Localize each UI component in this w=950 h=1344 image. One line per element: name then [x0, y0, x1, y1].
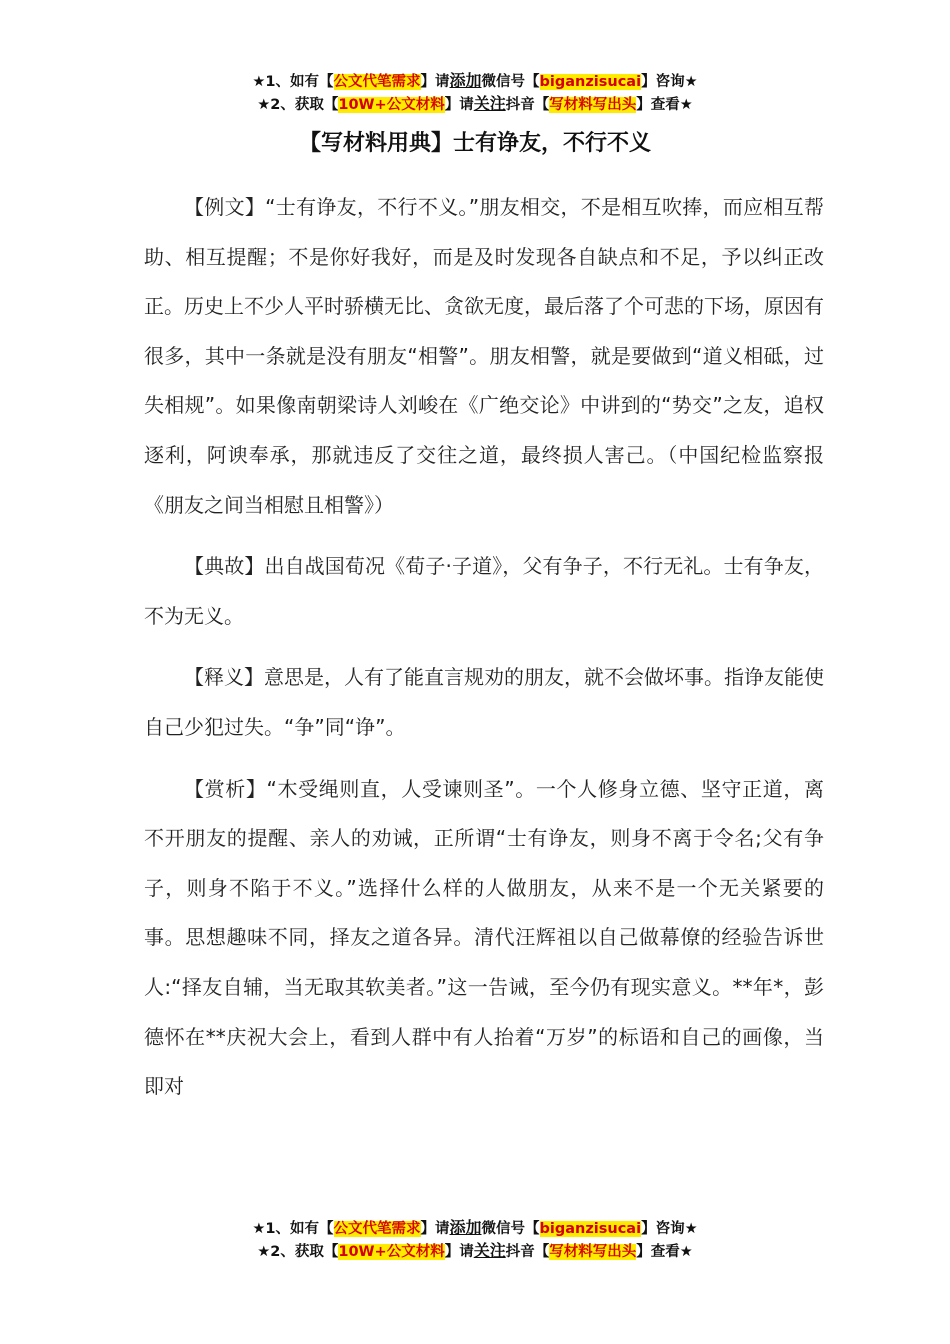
banner-text: 抖音【 — [505, 97, 550, 113]
banner-highlight: 公文代笔需求 — [333, 1221, 421, 1237]
banner-text: 】咨询★ — [641, 1221, 698, 1237]
banner-text: ★2、获取【 — [257, 1244, 339, 1260]
banner-text: 】查看★ — [636, 97, 693, 113]
header-banner-line-1 — [0, 70, 950, 93]
banner-highlight-wechat: biganzisucai — [539, 1221, 642, 1237]
paragraph-allusion: 【典故】出自战国荀况《荀子·子道》，父有争子，不行无礼。士有争友，不为无义。 — [144, 554, 824, 628]
banner-highlight: 公文代笔需求 — [333, 74, 421, 90]
banner-text: 】请 — [420, 1221, 450, 1237]
paragraph-definition: 【释义】意思是，人有了能直言规劝的朋友，就不会做坏事。指诤友能使自己少犯过失。“争”同“诤”。 — [144, 665, 824, 739]
banner-text: 】查看★ — [636, 1244, 693, 1260]
footer-banner-line-1 — [0, 1217, 950, 1240]
header-banner — [0, 70, 950, 116]
banner-highlight-douyin: 写材料写出头 — [549, 1244, 637, 1260]
banner-text: ★2、获取【 — [257, 97, 339, 113]
banner-underline: 关注 — [473, 1241, 506, 1260]
document-title: 【写材料用典】士有诤友，不行不义 — [298, 131, 651, 156]
footer-banner — [0, 1217, 950, 1263]
banner-text: 】请 — [444, 97, 474, 113]
banner-text: 抖音【 — [505, 1244, 550, 1260]
banner-text: ★1、如有【 — [252, 1221, 334, 1237]
banner-underline: 添加 — [449, 1218, 482, 1237]
paragraph-example: 【例文】“士有诤友，不行不义。”朋友相交，不是相互吹捧，而应相互帮助、相互提醒；不是你好我好，而是及时发现各自缺点和不足，予以纠正改正。历史上不少人平时骄横无比、贪欲无度，最后落了个可悲的下场，原因有很多，其中一条就是没有朋友“相警”。朋友相警，就是要做到“道义相砥，过失相规”。如果像南朝梁诗人刘峻在《广绝交论》中讲到的“势交”之友，追权逐利，阿谀奉承，那就违反了交往之道，最终损人害己。（中国纪检监察报《朋友之间当相慰且相警》） — [144, 195, 824, 517]
banner-underline: 添加 — [449, 71, 482, 90]
banner-text: 微信号【 — [481, 74, 540, 90]
header-banner-line-2 — [0, 93, 950, 116]
banner-text: ★1、如有【 — [252, 74, 334, 90]
footer-banner-line-2 — [0, 1240, 950, 1263]
banner-highlight-douyin: 写材料写出头 — [549, 97, 637, 113]
banner-text: 】请 — [420, 74, 450, 90]
banner-text: 】请 — [444, 1244, 474, 1260]
banner-highlight: 10W+公文材料 — [338, 1244, 445, 1260]
document-body — [144, 183, 824, 1124]
banner-highlight-wechat: biganzisucai — [539, 74, 642, 90]
banner-highlight: 10W+公文材料 — [338, 97, 445, 113]
banner-text: 】咨询★ — [641, 74, 698, 90]
paragraph-appreciation: 【赏析】“木受绳则直，人受谏则圣”。一个人修身立德、坚守正道，离不开朋友的提醒、亲人的劝诫，正所谓“士有诤友，则身不离于令名;父有争子，则身不陷于不义。”选择什么样的人做朋友，从来不是一个无关紧要的事。思想趣味不同，择友之道各异。清代汪辉祖以自己做幕僚的经验告诉世人:“择友自辅，当无取其软美者。”这一告诫，至今仍有现实意义。**年*，彭德怀在**庆祝大会上，看到人群中有人抬着“万岁”的标语和自己的画像，当即对 — [144, 776, 824, 1099]
banner-underline: 关注 — [473, 94, 506, 113]
banner-text: 微信号【 — [481, 1221, 540, 1237]
